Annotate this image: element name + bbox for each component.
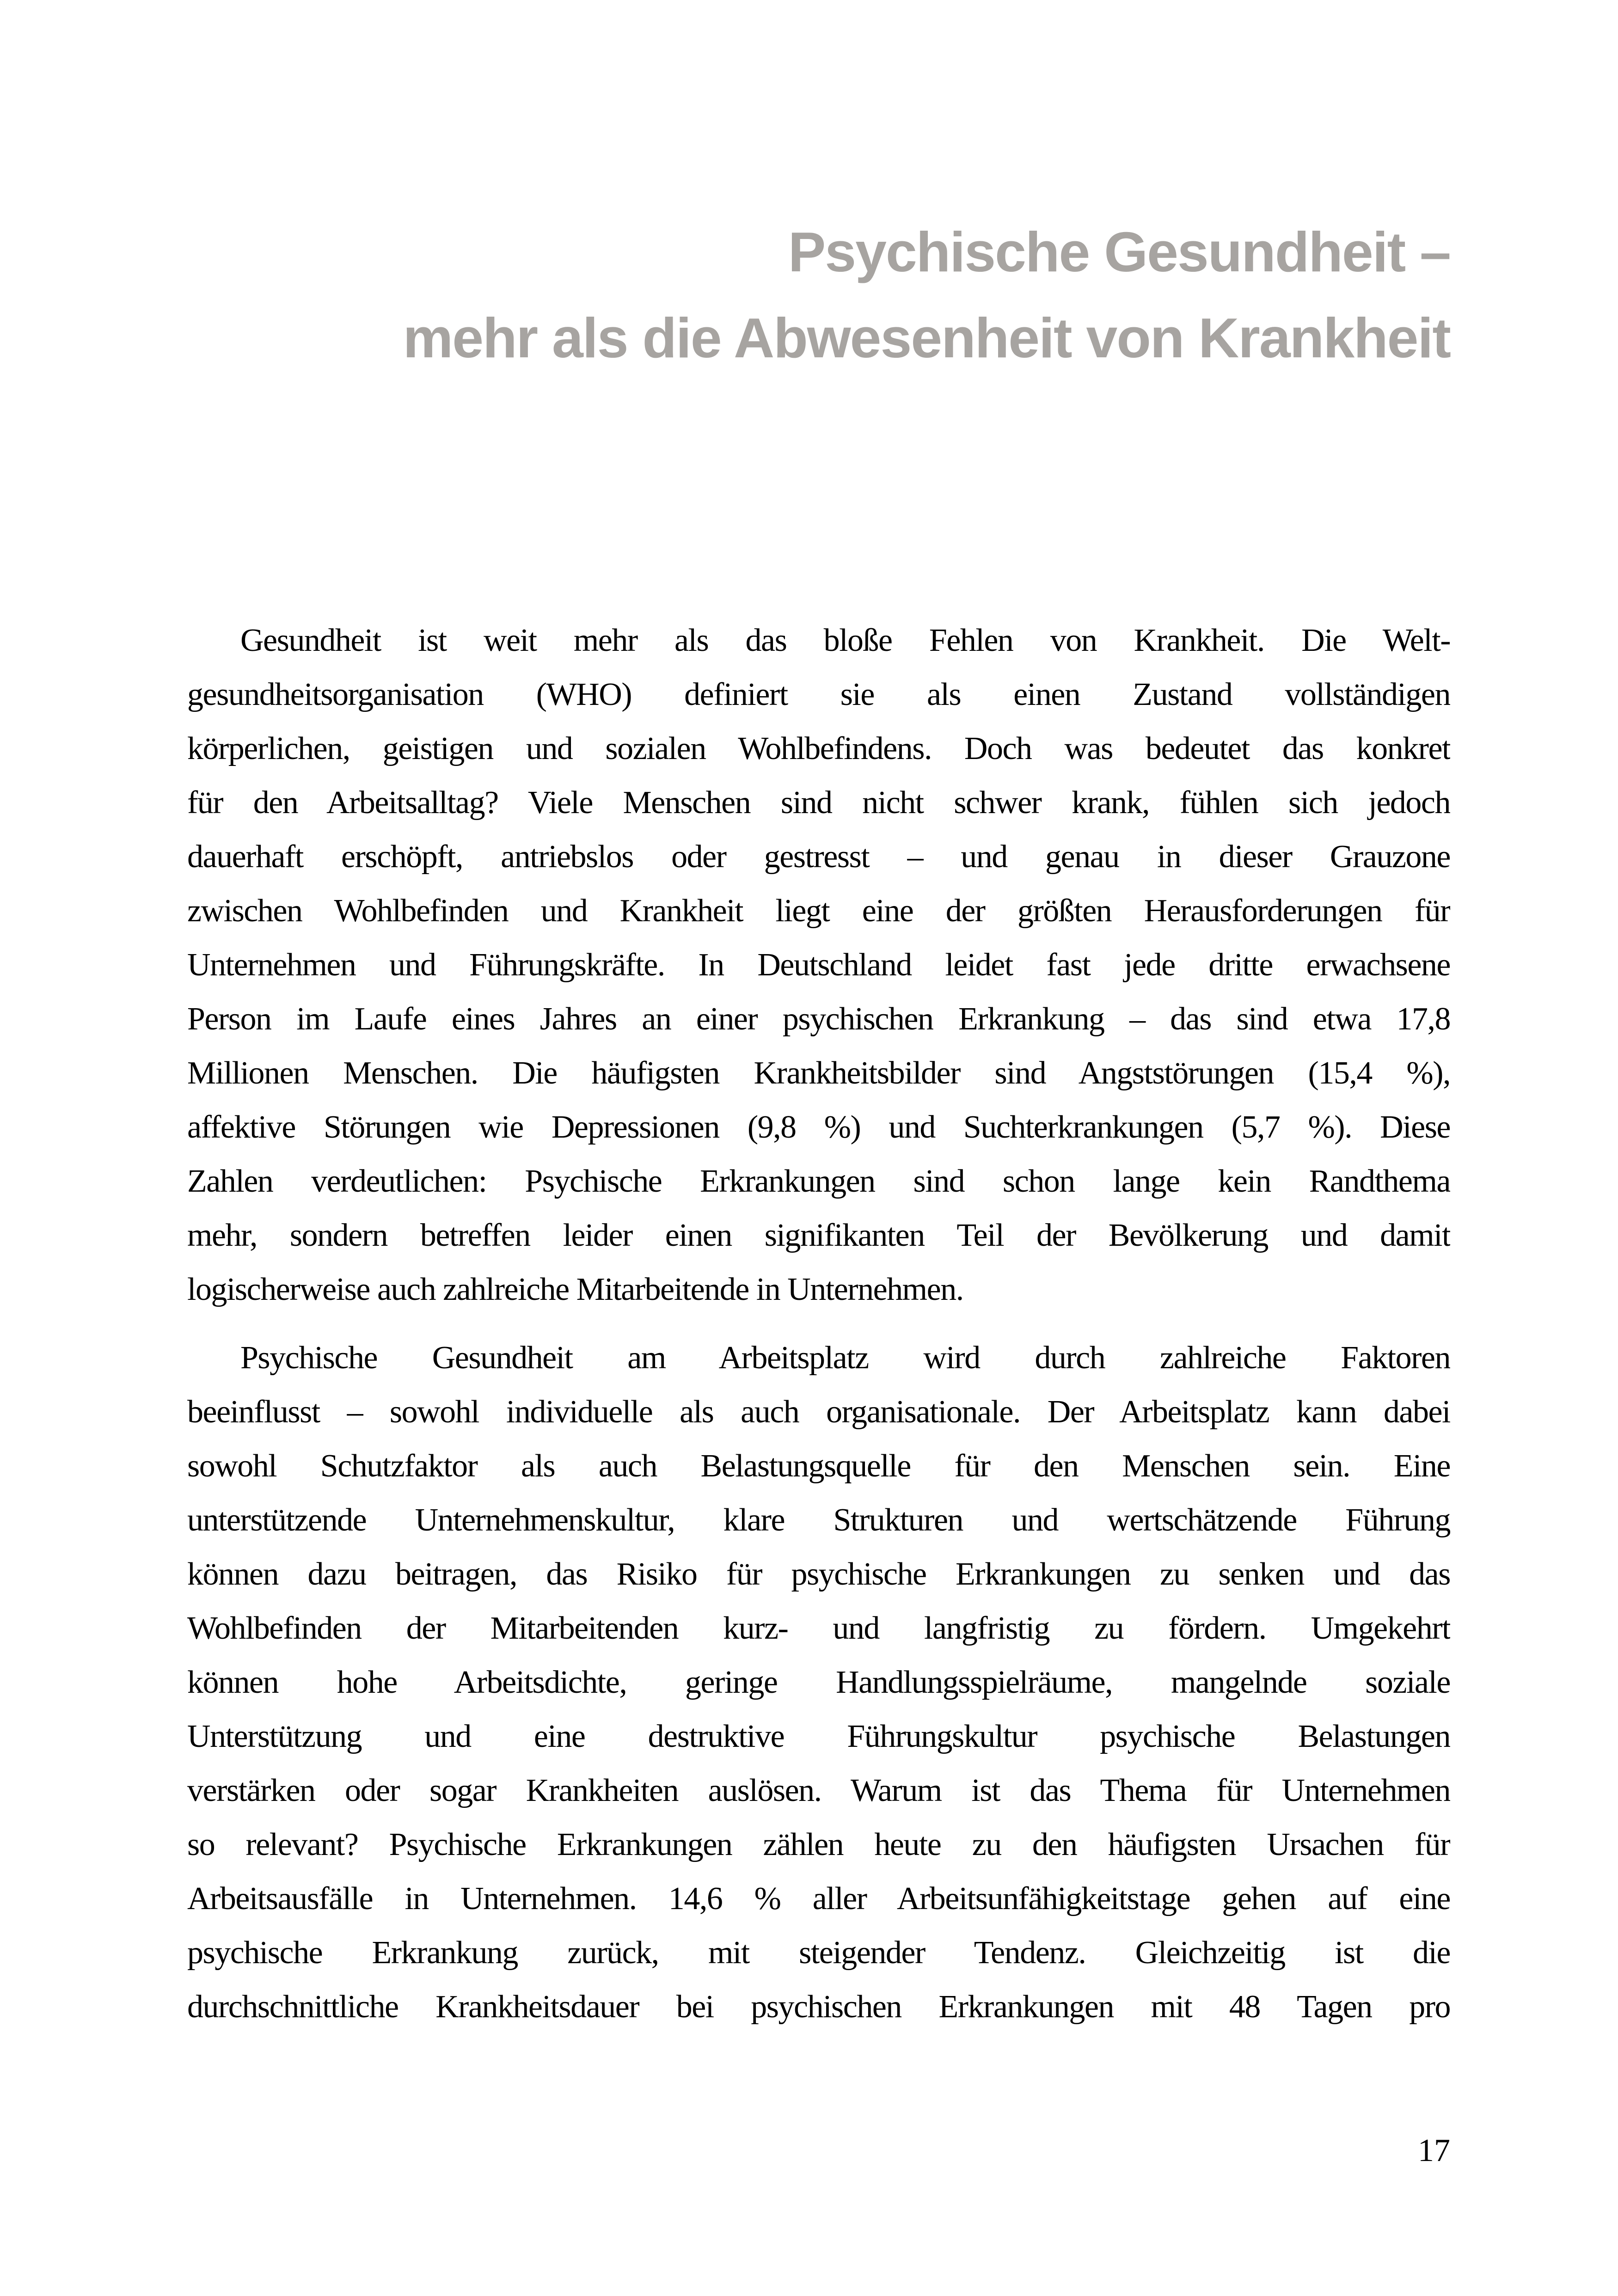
- text-line: unterstützende Unternehmenskultur, klare Strukturen und wertschätzende Führung: [187, 1502, 1450, 1538]
- text-line: psychische Erkrankung zurück, mit steigender Tendenz. Gleichzeitig ist die: [187, 1935, 1450, 1971]
- text-line: Gesundheit ist weit mehr als das bloße Fehlen von Krankheit. Die Welt-: [240, 623, 1450, 658]
- text-line: können hohe Arbeitsdichte, geringe Handlungsspielräume, mangelnde soziale: [187, 1665, 1450, 1700]
- chapter-title-line: mehr als die Abwesenheit von Krankheit: [403, 306, 1450, 369]
- paragraph: [187, 1331, 1450, 2034]
- text-line: zwischen Wohlbefinden und Krankheit liegt eine der größten Herausforderungen für: [187, 893, 1450, 929]
- text-line: verstärken oder sogar Krankheiten auslösen. Warum ist das Thema für Unternehmen: [187, 1773, 1450, 1808]
- paragraph: [187, 613, 1450, 1316]
- text-line: so relevant? Psychische Erkrankungen zählen heute zu den häufigsten Ursachen für: [187, 1827, 1450, 1862]
- text-line: Millionen Menschen. Die häufigsten Krankheitsbilder sind Angststörungen (15,4 %),: [187, 1055, 1450, 1091]
- text-line: Wohlbefinden der Mitarbeitenden kurz- und langfristig zu fördern. Umgekehrt: [187, 1610, 1450, 1646]
- text-line: beeinflusst – sowohl individuelle als auch organisationale. Der Arbeitsplatz kann dabei: [187, 1394, 1450, 1430]
- chapter-title-line: Psychische Gesundheit –: [788, 220, 1450, 283]
- text-line: mehr, sondern betreffen leider einen signifikanten Teil der Bevölkerung und damit: [187, 1218, 1450, 1253]
- body-text: [187, 613, 1450, 2034]
- text-line: dauerhaft erschöpft, antriebslos oder gestresst – und genau in dieser Grauzone: [187, 839, 1450, 875]
- text-line: können dazu beitragen, das Risiko für psychische Erkrankungen zu senken und das: [187, 1556, 1450, 1592]
- text-line: Arbeitsausfälle in Unternehmen. 14,6 % aller Arbeitsunfähigkeitstage gehen auf eine: [187, 1881, 1450, 1916]
- text-line: logischerweise auch zahlreiche Mitarbeitende in Unternehmen.: [187, 1272, 963, 1307]
- text-line: Unterstützung und eine destruktive Führungskultur psychische Belastungen: [187, 1719, 1450, 1754]
- page-number: 17: [1418, 2133, 1450, 2168]
- text-line: sowohl Schutzfaktor als auch Belastungsquelle für den Menschen sein. Eine: [187, 1448, 1450, 1484]
- text-line: Person im Laufe eines Jahres an einer psychischen Erkrankung – das sind etwa 17,8: [187, 1001, 1450, 1037]
- text-line: Psychische Gesundheit am Arbeitsplatz wird durch zahlreiche Faktoren: [240, 1340, 1450, 1376]
- text-line: Zahlen verdeutlichen: Psychische Erkrankungen sind schon lange kein Randthema: [187, 1163, 1450, 1199]
- text-line: für den Arbeitsalltag? Viele Menschen sind nicht schwer krank, fühlen sich jedoch: [187, 785, 1450, 820]
- text-line: gesundheitsorganisation (WHO) definiert sie als einen Zustand vollständigen: [187, 677, 1450, 712]
- text-line: durchschnittliche Krankheitsdauer bei psychischen Erkrankungen mit 48 Tagen pro: [187, 1989, 1450, 2025]
- text-line: Unternehmen und Führungskräfte. In Deutschland leidet fast jede dritte erwachsene: [187, 947, 1450, 983]
- text-line: körperlichen, geistigen und sozialen Wohlbefindens. Doch was bedeutet das konkret: [187, 731, 1450, 766]
- text-line: affektive Störungen wie Depressionen (9,8 %) und Suchterkrankungen (5,7 %). Diese: [187, 1109, 1450, 1145]
- chapter-title: [187, 209, 1450, 381]
